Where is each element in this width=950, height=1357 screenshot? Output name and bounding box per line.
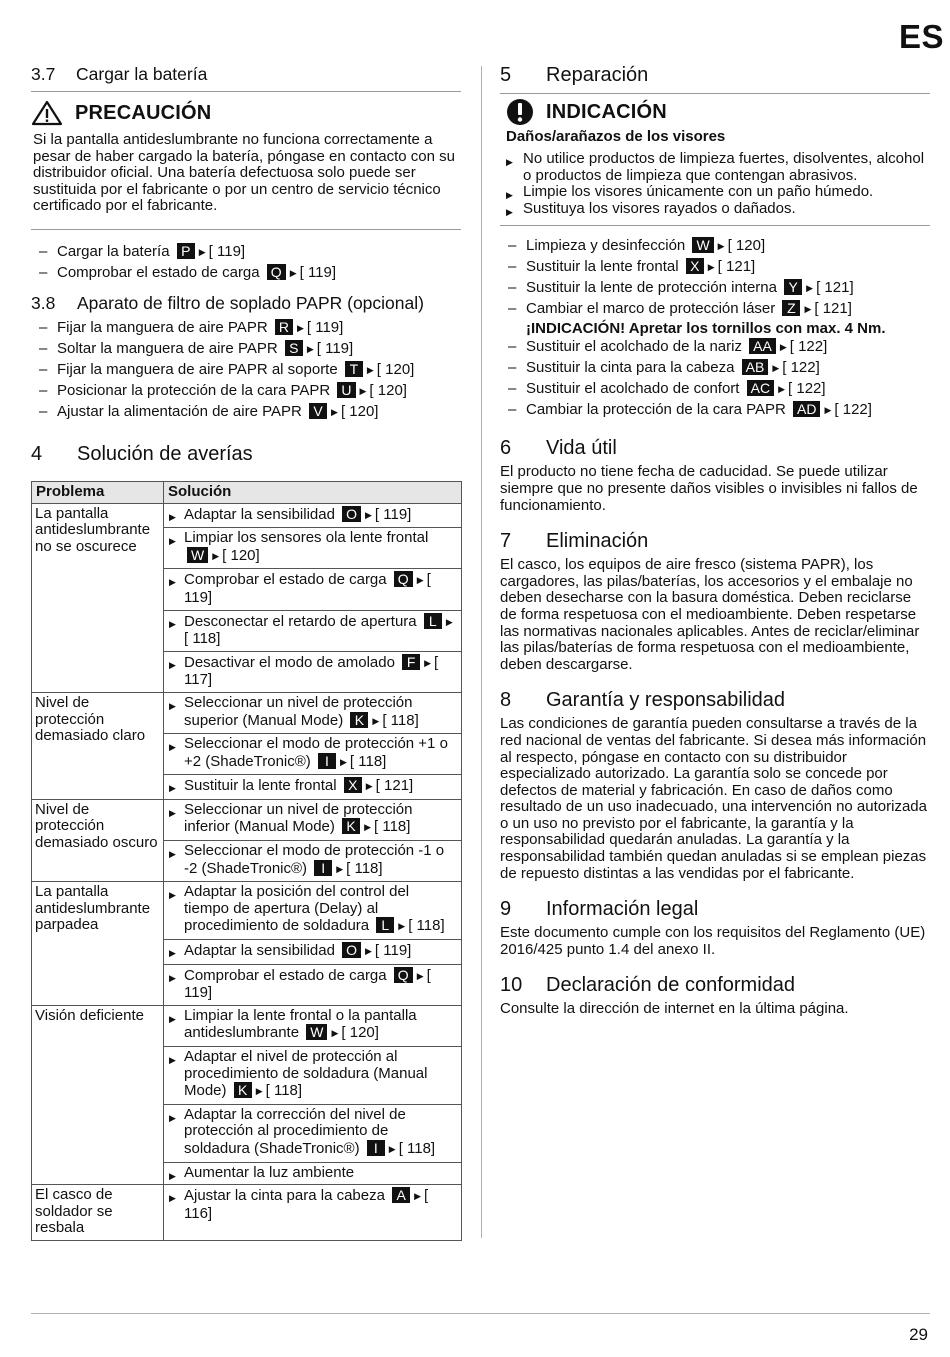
reference-key: V xyxy=(309,403,327,419)
page-reference: [ 122] xyxy=(788,380,826,398)
reference-key: S xyxy=(285,340,303,356)
list-item-text: Sustituir la lente de protección interna xyxy=(526,279,777,297)
problem-cell: El casco de soldador se resbala xyxy=(32,1185,164,1241)
reference-key: U xyxy=(337,382,355,398)
page-reference: [ 122] xyxy=(789,338,828,356)
reference-key: K xyxy=(350,712,368,728)
indication-list xyxy=(500,151,930,217)
section-number: 3.8 xyxy=(31,292,56,313)
section-title: Solución de averías xyxy=(77,442,253,465)
section-title: Eliminación xyxy=(546,530,649,553)
solution-cell xyxy=(164,1162,462,1185)
list-item-text: Soltar la manguera de aire PAPR xyxy=(57,339,278,357)
page-reference: [ 119] xyxy=(299,263,337,281)
reference-key: AC xyxy=(747,380,774,396)
page-reference: [ 119] xyxy=(316,339,354,357)
section-6-heading xyxy=(500,437,930,460)
section-8-text: Las condiciones de garantía pueden consultarse a través de la red nacional de ventas del fabricante. Si desea más información al respecto, póngase en contacto con su distribuidor especializado autorizado. La garantía solo se concede por defectos de material y fabricación. En caso de daños como resultado de un uso inadecuado, una intervención no autorizada o un uso no previsto por el fabricante, la garantía y la responsabilidad quedarán anuladas. La garantía y la responsabilidad también quedan anuladas si se emplean piezas de repuesto distintas a las vendidas por el fabricante. xyxy=(500,715,927,882)
section-title: Cargar la batería xyxy=(76,64,208,84)
triangle-right-icon: ▶ xyxy=(336,863,344,874)
right-column xyxy=(500,60,930,1018)
page-reference: [ 121] xyxy=(375,777,414,795)
reference-key: I xyxy=(318,753,336,769)
problem-cell: La pantalla antideslumbrante parpadea xyxy=(32,882,164,1006)
section-3-8-heading xyxy=(31,293,461,314)
footer-divider xyxy=(31,1313,930,1314)
reference-key: P xyxy=(177,243,195,259)
triangle-right-icon: ▶ xyxy=(806,283,814,294)
problem-cell: Nivel de protección demasiado claro xyxy=(32,692,164,799)
reference-key: AD xyxy=(793,401,820,417)
indication-title xyxy=(506,98,930,126)
triangle-right-icon: ▶ xyxy=(804,304,812,315)
reference-key: Q xyxy=(394,571,413,587)
triangle-right-icon: ▶ xyxy=(779,342,787,353)
page-reference: [ 118] xyxy=(374,818,411,836)
list-item-text: Limpieza y desinfección xyxy=(526,237,686,255)
triangle-right-icon: ▶ xyxy=(365,946,372,957)
reference-key: W xyxy=(306,1024,327,1040)
triangle-right-icon: ▶ xyxy=(365,509,372,520)
table-row xyxy=(32,503,462,528)
list-item xyxy=(500,358,930,379)
left-column xyxy=(31,60,461,1241)
reference-key: A xyxy=(392,1187,410,1203)
page-reference: [ 118] xyxy=(349,752,387,770)
solution-cell xyxy=(164,569,462,610)
list-item-text: Sustituir el acolchado de confort xyxy=(526,380,740,398)
indication-item: ▶ Limpie los visores únicamente con un paño húmedo. xyxy=(506,184,930,201)
table-row xyxy=(32,799,462,840)
triangle-right-icon: ▶ xyxy=(424,657,432,668)
triangle-right-icon: ▶ xyxy=(296,322,304,333)
solution-cell xyxy=(164,1005,462,1046)
reference-key: Z xyxy=(782,300,800,316)
triangle-right-icon: ▶ xyxy=(255,1086,263,1097)
reference-key: Q xyxy=(267,264,286,280)
triangle-right-icon: ▶ xyxy=(398,921,406,932)
section-number: 7 xyxy=(500,530,512,553)
section-number: 5 xyxy=(500,64,512,86)
solution-text: Comprobar el estado de carga xyxy=(184,571,387,589)
triangle-right-icon: ▶ xyxy=(339,756,347,767)
list-item-text: Cargar la batería xyxy=(57,242,170,260)
reference-key: I xyxy=(367,1140,385,1156)
problem-cell: Visión deficiente xyxy=(32,1005,164,1184)
reference-key: L xyxy=(376,917,394,933)
section-title: Información legal xyxy=(546,898,699,921)
solution-text: Ajustar la cinta para la cabeza xyxy=(184,1187,385,1205)
solution-cell xyxy=(164,503,462,528)
reference-key: AB xyxy=(742,359,769,375)
section-10-heading xyxy=(500,974,930,997)
triangle-right-icon: ▶ xyxy=(331,1028,339,1039)
section-3-7-heading xyxy=(31,64,461,92)
section-number: 8 xyxy=(500,689,512,712)
solution-text: Sustituir la lente frontal xyxy=(184,777,337,795)
section-number: 4 xyxy=(31,442,43,465)
section-3-8-list xyxy=(31,318,461,423)
language-tab: ES xyxy=(898,18,944,55)
indication-subtitle: Daños/arañazos de los visores xyxy=(506,128,726,145)
page-reference: [ 119] xyxy=(184,966,431,1002)
section-number: 6 xyxy=(500,437,512,460)
list-item-text: Ajustar la alimentación de aire PAPR xyxy=(57,402,302,420)
table-row xyxy=(32,1005,462,1046)
solution-cell xyxy=(164,841,462,882)
solution-cell xyxy=(164,528,462,569)
triangle-right-icon: ▶ xyxy=(416,970,424,981)
section-title: Declaración de conformidad xyxy=(546,974,796,997)
page-number: 29 xyxy=(909,1325,928,1344)
section-number: 3.7 xyxy=(31,64,56,84)
indication-notice xyxy=(500,98,930,226)
section-7-text: El casco, los equipos de aire fresco (sistema PAPR), los cargadores, las pilas/baterías, los accesorios y el embalaje no deben desecharse con la basura doméstica. Deben reciclarse de forma respetuosa con el medioambiente. Deben respetarse las normativas nacionales aplicables. Antes de reciclar/eliminar las pilas/baterías de forma respetuosa con el medioambiente, deben descargarse. xyxy=(500,556,920,673)
solution-text: Seleccionar un nivel de protección superior (Manual Mode) xyxy=(184,693,413,729)
list-item xyxy=(500,379,930,400)
list-item-text: Cambiar el marco de protección láser xyxy=(526,300,776,318)
triangle-right-icon: ▶ xyxy=(212,550,220,561)
list-item xyxy=(31,263,461,284)
page-reference: [ 120] xyxy=(341,1024,379,1042)
list-item xyxy=(500,236,930,257)
problem-cell: La pantalla antideslumbrante no se oscurece xyxy=(32,503,164,692)
indication-item: ▶ Sustituya los visores rayados o dañados. xyxy=(506,201,930,218)
page-reference: [ 118] xyxy=(184,630,221,648)
triangle-right-icon: ▶ xyxy=(331,406,338,417)
solution-text: Limpiar la lente frontal o la pantalla antideslumbrante xyxy=(184,1006,417,1042)
triangle-right-icon: ▶ xyxy=(717,241,725,252)
solution-text: Seleccionar un nivel de protección inferior (Manual Mode) xyxy=(184,800,413,836)
solution-text: Adaptar la posición del control del tiempo de apertura (Delay) al procedimiento de soldadura xyxy=(184,883,410,935)
list-item xyxy=(500,278,930,299)
section-title: Aparato de filtro de soplado PAPR (opcional) xyxy=(77,292,424,313)
section-4-heading xyxy=(31,443,461,466)
indication-item: ▶ No utilice productos de limpieza fuertes, disolventes, alcohol o productos de limpieza que contengan abrasivos. xyxy=(506,151,930,184)
solution-text: Adaptar la sensibilidad xyxy=(184,505,335,523)
reference-key: W xyxy=(187,547,208,563)
triangle-right-icon: ▶ xyxy=(359,385,367,396)
solution-text: Adaptar la corrección del nivel de protección al procedimiento de soldadura (ShadeTronic®) xyxy=(184,1105,406,1157)
reference-key: F xyxy=(402,654,420,670)
page-reference: [ 118] xyxy=(382,711,419,729)
solution-cell xyxy=(164,882,462,940)
triangle-right-icon: ▶ xyxy=(289,267,297,278)
solution-cell xyxy=(164,734,462,775)
table-row xyxy=(32,1185,462,1241)
page-reference: [ 119] xyxy=(184,571,431,606)
section-3-7-list xyxy=(31,242,461,284)
solution-text: Seleccionar el modo de protección -1 o -2 (ShadeTronic®) xyxy=(184,842,445,877)
table-header-row xyxy=(32,481,462,503)
caution-text: Si la pantalla antideslumbrante no funciona correctamente a pesar de haber cargado la batería, póngase en contacto con su distribuidor oficial. Una batería defectuosa solo puede ser sustituida por el fabricante o por un centro de servicio técnico certificado por el fabricante. xyxy=(33,131,455,215)
triangle-right-icon: ▶ xyxy=(306,343,314,354)
triangle-right-icon: ▶ xyxy=(824,405,832,416)
page-reference: [ 118] xyxy=(398,1139,436,1157)
list-item-text: Comprobar el estado de carga xyxy=(57,263,260,281)
reference-key: T xyxy=(345,361,363,377)
warning-triangle-icon xyxy=(31,100,63,126)
page-reference: [ 120] xyxy=(369,381,407,399)
list-item xyxy=(31,242,461,263)
list-item-text: Sustituir la cinta para la cabeza xyxy=(526,359,735,377)
triangle-right-icon: ▶ xyxy=(388,1143,396,1154)
section-title: Garantía y responsabilidad xyxy=(546,689,786,712)
reference-key: I xyxy=(314,860,332,876)
reference-key: L xyxy=(424,613,442,629)
section-10-text: Consulte la dirección de internet en la última página. xyxy=(500,1000,849,1018)
page-reference: [ 121] xyxy=(717,258,756,276)
solution-text: Desactivar el modo de amolado xyxy=(184,653,395,671)
reference-key: W xyxy=(692,237,713,253)
solution-text: Desconectar el retardo de apertura xyxy=(184,612,417,630)
section-8-heading xyxy=(500,689,930,712)
triangle-right-icon: ▶ xyxy=(366,364,374,375)
list-item xyxy=(500,299,930,337)
triangle-right-icon: ▶ xyxy=(416,575,424,586)
solution-text: Adaptar el nivel de protección al procedimiento de soldadura (Manual Mode) xyxy=(184,1048,428,1100)
page-reference: [ 120] xyxy=(340,402,379,420)
page-reference: [ 120] xyxy=(727,237,766,255)
list-item xyxy=(31,402,461,423)
triangle-right-icon: ▶ xyxy=(364,822,371,833)
reference-key: R xyxy=(275,319,293,335)
section-9-text: Este documento cumple con los requisitos del Reglamento (UE) 2016/425 punto 1.4 del anexo II. xyxy=(500,924,926,958)
reference-key: X xyxy=(686,258,704,274)
list-item xyxy=(31,318,461,339)
page-reference: [ 116] xyxy=(184,1187,429,1222)
solution-cell xyxy=(164,692,462,733)
header-solution: Solución xyxy=(164,481,462,503)
triangle-right-icon: ▶ xyxy=(365,781,373,792)
solution-text: Seleccionar el modo de protección +1 o +2 (ShadeTronic®) xyxy=(184,735,448,770)
table-row xyxy=(32,692,462,733)
solution-text: Limpiar los sensores ola lente frontal xyxy=(184,529,429,547)
triangle-right-icon: ▶ xyxy=(445,616,453,627)
page-reference: [ 119] xyxy=(374,942,412,960)
reference-key: O xyxy=(342,506,361,522)
tightening-warning: ¡INDICACIÓN! Apretar los tornillos con max. 4 Nm. xyxy=(526,320,886,338)
solution-cell xyxy=(164,1047,462,1105)
list-item xyxy=(31,381,461,402)
reference-key: AA xyxy=(749,338,776,354)
solution-cell xyxy=(164,775,462,800)
triangle-right-icon: ▶ xyxy=(198,246,206,257)
troubleshooting-table xyxy=(31,481,462,1241)
section-6-text: El producto no tiene fecha de caducidad. Se puede utilizar siempre que no presente daños visibles o invisibles ni fallos de funcionamiento. xyxy=(500,463,918,514)
section-7-heading xyxy=(500,530,930,553)
list-item xyxy=(500,257,930,278)
page-reference: [ 121] xyxy=(814,300,852,318)
solution-cell xyxy=(164,964,462,1005)
page-reference: [ 118] xyxy=(265,1082,303,1100)
triangle-right-icon: ▶ xyxy=(778,384,786,395)
page-reference: [ 122] xyxy=(782,359,820,377)
solution-cell xyxy=(164,1104,462,1162)
section-5-heading xyxy=(500,64,930,94)
list-item-text: Fijar la manguera de aire PAPR xyxy=(57,318,268,336)
reference-key: K xyxy=(234,1082,252,1098)
triangle-right-icon: ▶ xyxy=(372,715,380,726)
reference-key: Q xyxy=(394,967,413,983)
exclamation-circle-icon xyxy=(506,98,534,126)
list-item-text: Fijar la manguera de aire PAPR al soporte xyxy=(57,360,338,378)
triangle-right-icon: ▶ xyxy=(772,363,780,374)
section-number: 9 xyxy=(500,898,512,921)
section-number: 10 xyxy=(500,974,523,997)
reference-key: O xyxy=(342,942,361,958)
section-title: Vida útil xyxy=(546,437,617,460)
page-reference: [ 119] xyxy=(208,242,246,260)
page-reference: [ 120] xyxy=(376,360,415,378)
list-item-text: Posicionar la protección de la cara PAPR xyxy=(57,381,331,399)
caution-notice xyxy=(31,100,461,230)
column-divider xyxy=(481,66,482,1238)
list-item-text: Cambiar la protección de la cara PAPR xyxy=(526,401,786,419)
list-item xyxy=(500,337,930,358)
page-reference: [ 122] xyxy=(834,401,872,419)
reference-key: Y xyxy=(784,279,802,295)
page-reference: [ 118] xyxy=(346,859,383,877)
solution-cell xyxy=(164,799,462,840)
list-item xyxy=(31,339,461,360)
section-title: Reparación xyxy=(546,64,649,86)
list-item-text: Sustituir el acolchado de la nariz xyxy=(526,338,742,356)
page-reference: [ 119] xyxy=(306,318,344,336)
solution-text: Comprobar el estado de carga xyxy=(184,966,387,984)
triangle-right-icon: ▶ xyxy=(707,262,715,273)
page-reference: [ 118] xyxy=(408,917,445,935)
reference-key: K xyxy=(342,818,360,834)
problem-cell: Nivel de protección demasiado oscuro xyxy=(32,799,164,881)
section-9-heading xyxy=(500,898,930,921)
list-item-text: Sustituir la lente frontal xyxy=(526,258,679,276)
page-reference: [ 120] xyxy=(222,546,260,564)
header-problem: Problema xyxy=(32,481,164,503)
solution-cell xyxy=(164,610,462,651)
indication-label: INDICACIÓN xyxy=(546,100,667,123)
page-reference: [ 121] xyxy=(816,279,854,297)
table-row xyxy=(32,882,462,940)
list-item xyxy=(500,400,930,421)
solution-cell xyxy=(164,1185,462,1241)
page-reference: [ 117] xyxy=(184,653,439,689)
solution-text: Aumentar la luz ambiente xyxy=(184,1163,355,1181)
page-reference: [ 119] xyxy=(374,505,412,523)
solution-cell xyxy=(164,940,462,965)
solution-cell xyxy=(164,651,462,692)
caution-label: PRECAUCIÓN xyxy=(75,101,212,124)
solution-text: Adaptar la sensibilidad xyxy=(184,942,335,960)
caution-title xyxy=(31,100,461,126)
triangle-right-icon: ▶ xyxy=(414,1191,422,1202)
list-item xyxy=(31,360,461,381)
reference-key: X xyxy=(344,777,362,793)
section-5-list xyxy=(500,236,930,421)
